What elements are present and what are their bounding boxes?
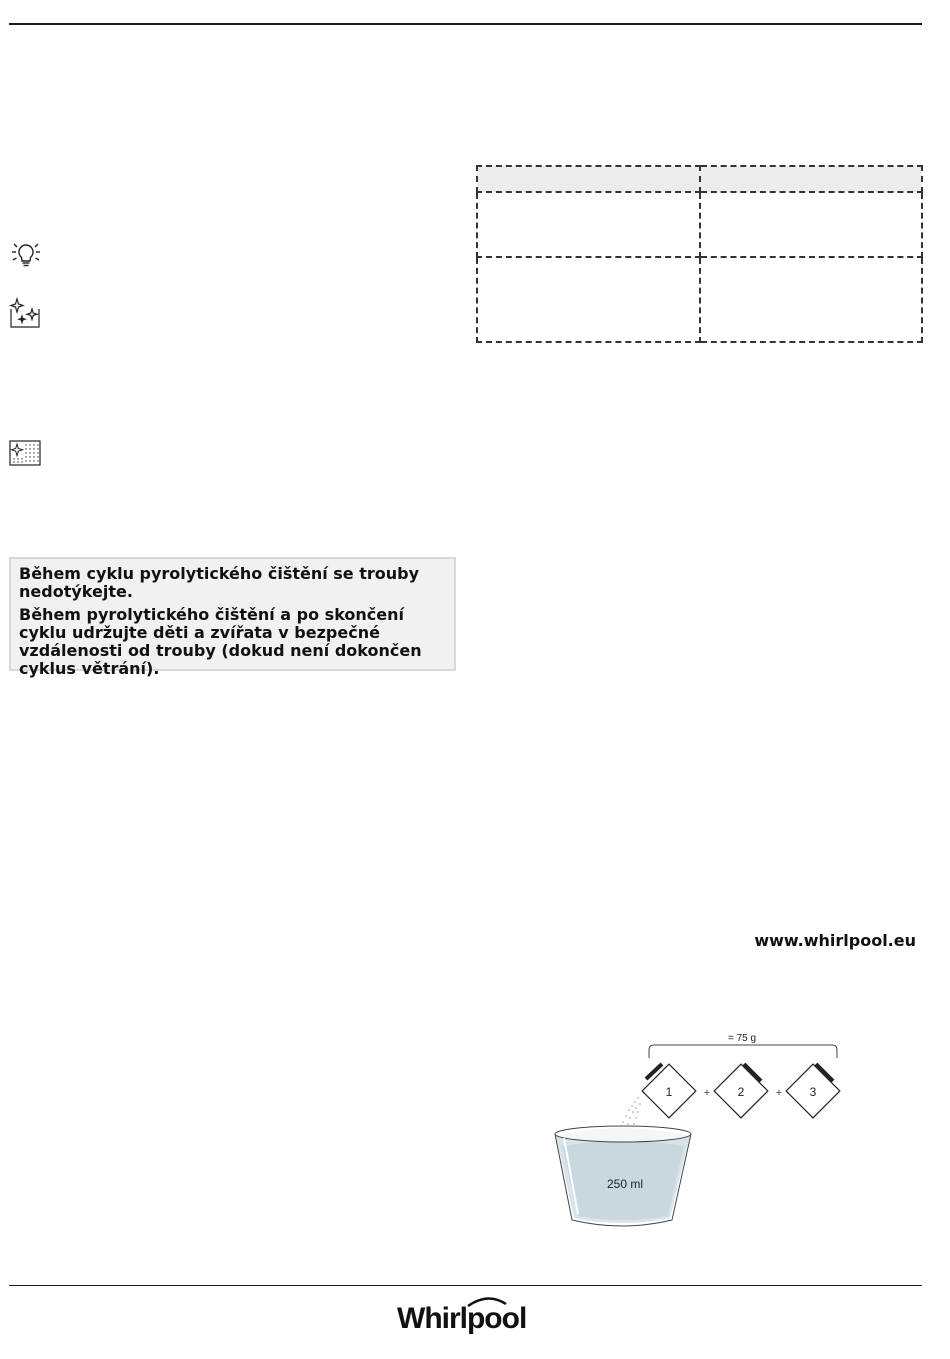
weight-bracket (649, 1045, 837, 1058)
table-cell (700, 192, 923, 257)
table-cell (477, 192, 700, 257)
table-row (477, 192, 922, 257)
table-cell (700, 166, 923, 192)
table-cell (700, 257, 923, 342)
table-cell (477, 166, 700, 192)
descaler-illustration (550, 1028, 850, 1238)
sachet-1 (642, 1064, 696, 1118)
svg-text:2: 2 (737, 1085, 745, 1099)
plus-sign: + (703, 1087, 711, 1099)
website-url: www.whirlpool.eu (754, 931, 916, 950)
water-bowl (555, 1126, 691, 1226)
table-row (477, 257, 922, 342)
pyrolytic-clean-icon (9, 440, 41, 466)
sparkle-clean-icon (9, 297, 41, 329)
svg-text:Whirlpool: Whirlpool (397, 1302, 527, 1335)
warning-line-2: Během pyrolytického čištění a po skončení cyklu udržujte děti a zvířata v bezpečné vzdálenosti od trouby (dokud není dokončen cyklus větrání). (19, 605, 422, 678)
dashed-table (476, 165, 923, 343)
warning-line-1: Během cyklu pyrolytického čištění se trouby nedotýkejte. (19, 564, 420, 601)
table-cell (477, 257, 700, 342)
pyrolytic-warning-box (9, 557, 456, 678)
sachet-3 (786, 1064, 840, 1118)
lightbulb-icon (9, 240, 43, 270)
sachet-2 (714, 1064, 768, 1118)
top-rule (9, 23, 922, 25)
whirlpool-logo (396, 1296, 536, 1349)
weight-label: = 75 g (727, 1033, 757, 1044)
bottom-rule (9, 1285, 922, 1286)
svg-text:3: 3 (809, 1085, 817, 1099)
svg-text:1: 1 (665, 1085, 673, 1099)
plus-sign: + (775, 1087, 783, 1099)
volume-label: 250 ml (606, 1177, 644, 1191)
table-header-row (477, 166, 922, 192)
